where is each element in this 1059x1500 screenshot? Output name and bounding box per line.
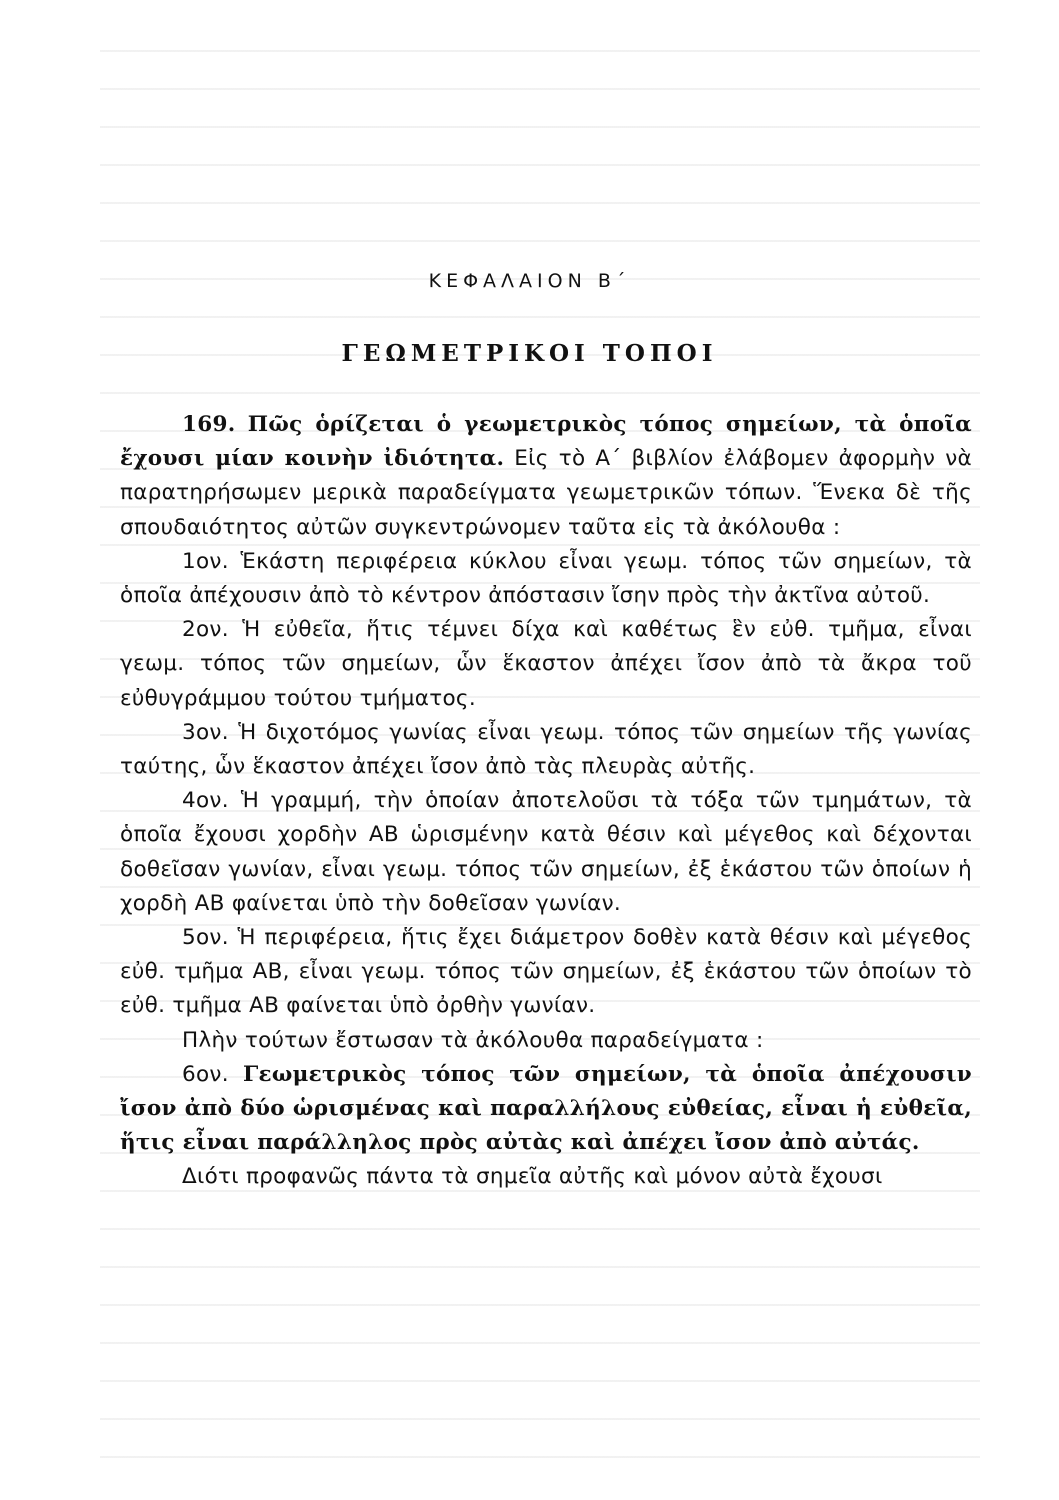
list-item: [120, 784, 972, 921]
page-body: [120, 408, 972, 1195]
item-text: Ἡ περιφέρεια, ἥτις ἔχει διάμετρον δοθὲν κατὰ θέσιν καὶ μέγεθος εὐθ. τμῆμα ΑΒ, εἶναι γεωμ. τόπος τῶν σημείων, ἐξ ἑκάστου τῶν ὁποίων τὸ εὐθ. τμῆμα ΑΒ φαίνεται ὑπὸ ὀρθὴν γωνίαν.: [120, 925, 972, 1019]
list-item: [120, 545, 972, 613]
list-item: [120, 613, 972, 716]
chapter-title: ΚΕΦΑΛΑΙΟΝ Β΄: [428, 270, 631, 292]
item-text-bold: Γεωμετρικὸς τόπος τῶν σημείων, τὰ ὁποῖα ἀπέχουσιν ἴσον ἀπὸ δύο ὡρισμένας καὶ παραλλήλους εὐθείας, εἶναι ἡ εὐθεῖα, ἥτις εἶναι παράλληλος πρὸς αὐτὰς καὶ ἀπέχει ἴσον ἀπὸ αὐτάς.: [120, 1061, 972, 1156]
list-item: [120, 921, 972, 1024]
item-label: 4ον.: [182, 788, 229, 814]
list-item: [120, 716, 972, 784]
item-label: 6ον.: [182, 1061, 229, 1087]
item-text: Ἑκάστη περιφέρεια κύκλου εἶναι γεωμ. τόπος τῶν σημείων, τὰ ὁποῖα ἀπέχουσιν ἀπὸ τὸ κέντρον ἀπόστασιν ἴσην πρὸς τὴν ἀκτῖνα αὐτοῦ.: [120, 548, 972, 609]
list-item-6: [120, 1058, 972, 1161]
item-label: 1ον.: [182, 548, 229, 574]
item-text: Ἡ διχοτόμος γωνίας εἶναι γεωμ. τόπος τῶν σημείων τῆς γωνίας ταύτης, ὧν ἕκαστον ἀπέχει ἴσον ἀπὸ τὰς πλευρὰς αὐτῆς.: [120, 719, 972, 780]
item-label: 5ον.: [182, 925, 229, 951]
item-label: 2ον.: [182, 617, 229, 643]
section-question: Πῶς ὁρίζεται ὁ γεωμετρικὸς τόπος σημείων, τὰ ὁποῖα ἔχουσι μίαν κοινὴν ἰδιότητα.: [120, 412, 972, 472]
section-title: ΓΕΩΜΕΤΡΙΚΟΙ ΤΟΠΟΙ: [341, 340, 718, 367]
section-intro-text: Εἰς τὸ Α΄ βιβλίον ἐλάβομεν ἀφορμὴν νὰ παρατηρήσωμεν μερικὰ παραδείγματα γεωμετρικῶν τόπων. Ἕνεκα δὲ τῆς σπουδαιότητος αὐτῶν συγκεντρώνομεν ταῦτα εἰς τὰ ἀκόλουθα :: [120, 446, 972, 540]
item-label: 3ον.: [182, 719, 229, 745]
transition-text: Πλὴν τούτων ἔστωσαν τὰ ἀκόλουθα παραδείγματα :: [182, 1027, 764, 1053]
section-number: 169.: [182, 412, 236, 437]
item-text: Ἡ εὐθεῖα, ἥτις τέμνει δίχα καὶ καθέτως ἓν εὐθ. τμῆμα, εἶναι γεωμ. τόπος τῶν σημείων, ὧν ἕκαστον ἀπέχει ἴσον ἀπὸ τὰ ἄκρα τοῦ εὐθυγράμμου τούτου τμήματος.: [120, 617, 972, 711]
paragraph-169: [120, 408, 972, 545]
item-text: Ἡ γραμμή, τὴν ὁποίαν ἀποτελοῦσι τὰ τόξα τῶν τμημάτων, τὰ ὁποῖα ἔχουσι χορδὴν ΑΒ ὡρισμένην κατὰ θέσιν καὶ μέγεθος καὶ δέχονται δοθεῖσαν γωνίαν, εἶναι γεωμ. τόπος τῶν σημείων, ἐξ ἑκάστου τῶν ὁποίων ἡ χορδὴ ΑΒ φαίνεται ὑπὸ τὴν δοθεῖσαν γωνίαν.: [120, 788, 972, 916]
closing-text: Διότι προφανῶς πάντα τὰ σημεῖα αὐτῆς καὶ μόνον αὐτὰ ἔχουσι: [182, 1164, 883, 1190]
